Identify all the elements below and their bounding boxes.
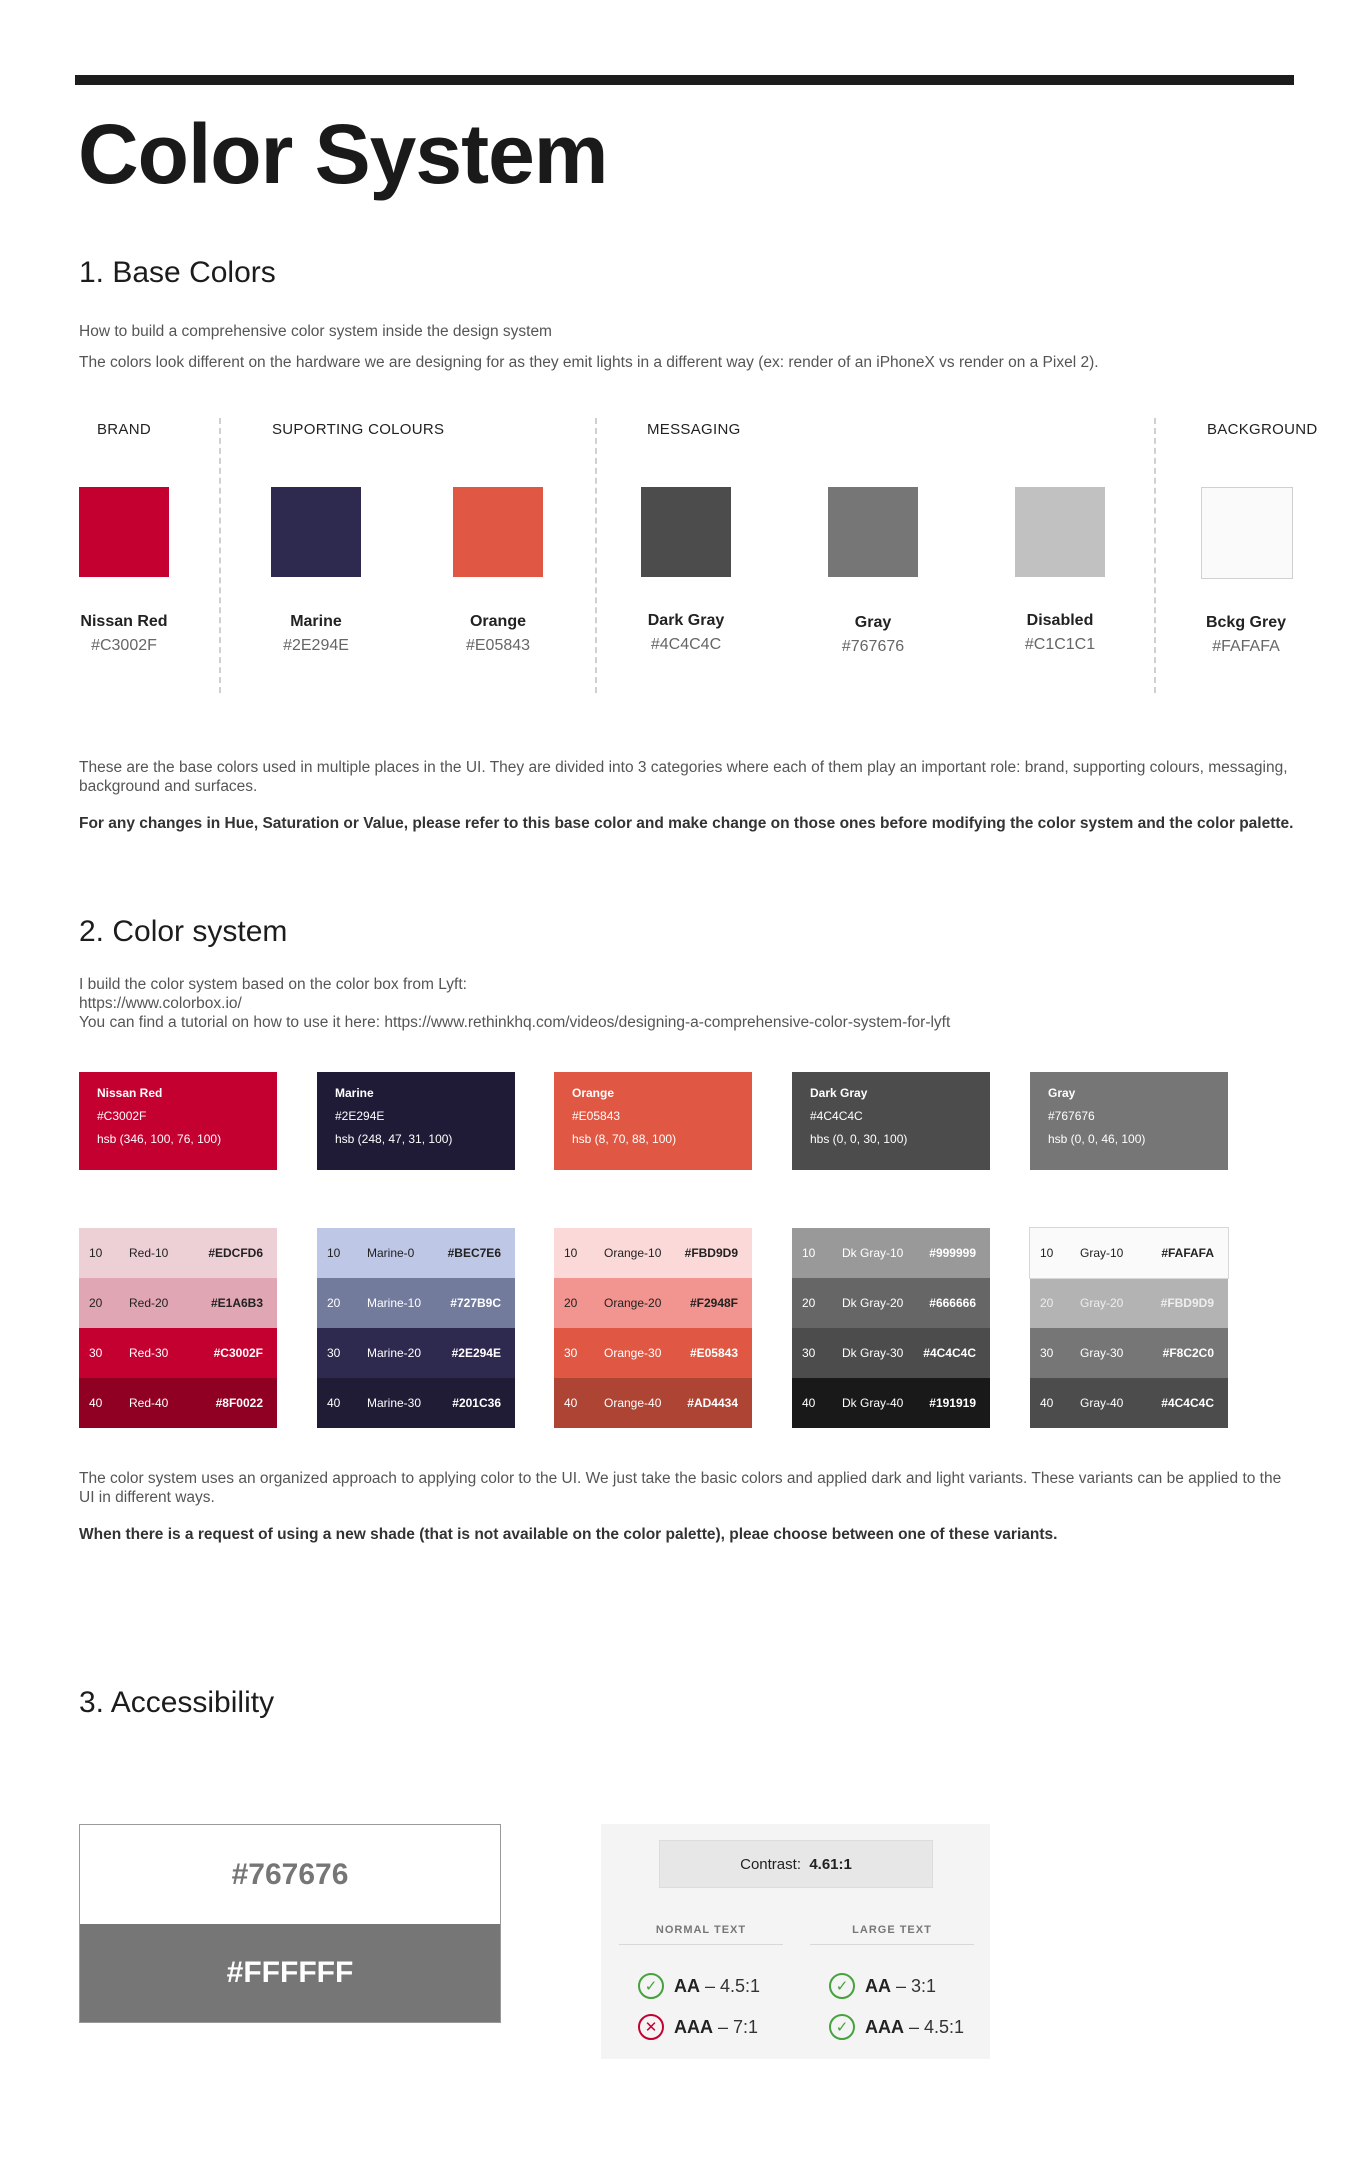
check-circle-icon: ✓ — [829, 2014, 855, 2040]
shade-label: Gray-40 — [1080, 1396, 1124, 1410]
shade-hex: #FBD9D9 — [684, 1246, 738, 1260]
background-sample: #FFFFFF — [80, 1924, 500, 2022]
shade-hex: #E05843 — [689, 1346, 738, 1360]
shade-number: 30 — [327, 1346, 341, 1360]
swatch-hex: #C1C1C1 — [1024, 636, 1096, 653]
result-ratio: – 4.5:1 — [904, 2016, 965, 2037]
foreground-sample: #767676 — [80, 1825, 500, 1924]
card-name: Dark Gray — [810, 1086, 868, 1100]
swatch-name: Orange — [469, 613, 526, 630]
palette-shade-row — [554, 1278, 752, 1328]
shade-hex: #666666 — [929, 1296, 976, 1310]
shade-number: 20 — [564, 1296, 578, 1310]
card-hsb: hsb (0, 0, 46, 100) — [1048, 1132, 1146, 1146]
base-colors-intro-1: How to build a comprehensive color system inside the design system — [79, 323, 552, 340]
shade-number: 10 — [564, 1246, 578, 1260]
shade-hex: #C3002F — [213, 1346, 263, 1360]
section-heading-base-colors: 1. Base Colors — [79, 256, 276, 289]
swatch-name: Marine — [290, 613, 342, 630]
swatch-name: Bckg Grey — [1205, 614, 1287, 631]
contrast-value: 4.61:1 — [809, 1855, 852, 1873]
color-swatch — [271, 487, 361, 577]
large-text-header: LARGE TEXT — [810, 1924, 974, 1945]
shade-hex: #4C4C4C — [923, 1346, 976, 1360]
color-swatch — [453, 487, 543, 577]
shade-label: Gray-30 — [1080, 1346, 1124, 1360]
palette-column — [1030, 1228, 1228, 1428]
swatch-name: Dark Gray — [647, 612, 725, 629]
shade-number: 40 — [1040, 1396, 1054, 1410]
palette-column — [79, 1228, 277, 1428]
card-hsb: hsb (8, 70, 88, 100) — [572, 1132, 677, 1146]
palette-column — [792, 1228, 990, 1428]
result-level: AA — [674, 1975, 700, 1996]
contrast-result — [638, 2014, 758, 2040]
color-swatch — [1201, 487, 1293, 579]
shade-number: 10 — [327, 1246, 341, 1260]
shade-label: Red-20 — [129, 1296, 169, 1310]
swatch-hex: #2E294E — [283, 637, 349, 654]
color-system-intro-1: I build the color system based on the color box from Lyft: — [79, 976, 467, 993]
palette-shade-row — [1030, 1328, 1228, 1378]
category-divider — [1154, 418, 1156, 693]
shade-hex: #F8C2C0 — [1162, 1346, 1214, 1360]
contrast-result — [829, 1973, 936, 1999]
shade-hex: #2E294E — [451, 1346, 501, 1360]
card-name: Marine — [335, 1086, 374, 1100]
shade-label: Marine-0 — [367, 1246, 415, 1260]
card-hex: #767676 — [1048, 1109, 1095, 1123]
color-system-intro-2: https://www.colorbox.io/ — [79, 995, 242, 1012]
swatch-name: Gray — [854, 614, 892, 631]
card-name: Nissan Red — [97, 1086, 163, 1100]
shade-hex: #E1A6B3 — [210, 1296, 263, 1310]
shade-number: 20 — [802, 1296, 816, 1310]
result-level: AA — [865, 1975, 891, 1996]
shade-number: 30 — [89, 1346, 103, 1360]
shade-hex: #727B9C — [450, 1296, 501, 1310]
shade-number: 10 — [802, 1246, 816, 1260]
shade-label: Dk Gray-40 — [842, 1396, 904, 1410]
palette-shade-row — [317, 1228, 515, 1278]
shade-number: 20 — [327, 1296, 341, 1310]
swatch-hex: #FAFAFA — [1212, 638, 1280, 655]
contrast-label: Contrast: — [740, 1855, 801, 1873]
page-title: Color System — [78, 107, 608, 201]
base-colors-note: These are the base colors used in multiple places in the UI. They are divided into 3 categories where each of them play an important role: brand, supporting colours, messaging, background and surfaces. — [79, 759, 1288, 795]
check-circle-icon: ✓ — [638, 1973, 664, 1999]
shade-label: Red-10 — [129, 1246, 169, 1260]
shade-label: Marine-30 — [367, 1396, 422, 1410]
palette-shade-row — [79, 1228, 277, 1278]
shade-number: 10 — [89, 1246, 103, 1260]
color-swatch — [1015, 487, 1105, 577]
color-system-note-bold: When there is a request of using a new shade (that is not available on the color palette), pleae choose between one of these variants. — [79, 1526, 1058, 1543]
card-name: Orange — [572, 1086, 615, 1100]
contrast-ratio-pill — [659, 1840, 933, 1888]
result-ratio: – 7:1 — [713, 2016, 759, 2037]
color-swatch — [641, 487, 731, 577]
palette-column — [317, 1228, 515, 1428]
shade-hex: #999999 — [929, 1246, 976, 1260]
card-hex: #E05843 — [572, 1109, 621, 1123]
category-divider — [219, 418, 221, 693]
base-colors-note-bold: For any changes in Hue, Saturation or Value, please refer to this base color and make change on those ones before modifying the color system and the color palette. — [79, 815, 1294, 832]
palette-shade-row — [79, 1378, 277, 1428]
shade-hex: #AD4434 — [687, 1396, 738, 1410]
swatch-hex: #C3002F — [91, 637, 157, 654]
shade-hex: #191919 — [929, 1396, 976, 1410]
shade-number: 10 — [1040, 1246, 1054, 1260]
palette-shade-row — [79, 1328, 277, 1378]
palette-shade-row — [792, 1278, 990, 1328]
shade-label: Marine-10 — [367, 1296, 422, 1310]
swatch-name: Disabled — [1026, 612, 1094, 629]
shade-label: Dk Gray-10 — [842, 1246, 904, 1260]
color-swatch — [828, 487, 918, 577]
card-hex: #C3002F — [97, 1109, 147, 1123]
shade-hex: #4C4C4C — [1161, 1396, 1214, 1410]
palette-shade-row — [554, 1378, 752, 1428]
result-ratio: – 4.5:1 — [700, 1975, 761, 1996]
card-name: Gray — [1048, 1086, 1076, 1100]
color-card — [792, 1072, 990, 1170]
shade-label: Red-40 — [129, 1396, 169, 1410]
color-card — [79, 1072, 277, 1170]
shade-hex: #8F0022 — [215, 1396, 263, 1410]
palette-shade-row — [792, 1328, 990, 1378]
shade-label: Orange-10 — [604, 1246, 662, 1260]
shade-number: 40 — [89, 1396, 103, 1410]
shade-hex: #FBD9D9 — [1160, 1296, 1214, 1310]
shade-hex: #FAFAFA — [1161, 1246, 1214, 1260]
shade-label: Gray-10 — [1080, 1246, 1124, 1260]
top-rule — [75, 75, 1294, 85]
palette-shade-row — [1030, 1278, 1228, 1328]
shade-label: Dk Gray-20 — [842, 1296, 904, 1310]
palette-shade-row — [317, 1278, 515, 1328]
palette-shade-row — [317, 1328, 515, 1378]
palette-shade-row — [554, 1328, 752, 1378]
palette-shade-row — [1030, 1378, 1228, 1428]
palette-shade-row — [1030, 1228, 1228, 1278]
section-heading-color-system: 2. Color system — [79, 915, 288, 948]
palette-shade-row — [554, 1228, 752, 1278]
result-level: AAA — [865, 2016, 904, 2037]
shade-label: Orange-40 — [604, 1396, 662, 1410]
base-colors-intro-2: The colors look different on the hardware we are designing for as they emit lights in a different way (ex: render of an iPhoneX vs render on a Pixel 2). — [79, 354, 1099, 371]
shade-label: Dk Gray-30 — [842, 1346, 904, 1360]
swatch-name: Nissan Red — [80, 613, 168, 630]
contrast-result — [829, 2014, 964, 2040]
swatch-hex: #767676 — [841, 638, 905, 655]
palette-column — [554, 1228, 752, 1428]
palette-shade-row — [79, 1278, 277, 1328]
color-system-note: The color system uses an organized approach to applying color to the UI. We just take the basic colors and applied dark and light variants. These variants can be applied to the UI in different ways. — [79, 1470, 1282, 1506]
color-card — [1030, 1072, 1228, 1170]
shade-hex: #EDCFD6 — [208, 1246, 263, 1260]
shade-label: Orange-20 — [604, 1296, 662, 1310]
shade-number: 40 — [564, 1396, 578, 1410]
palette-shade-row — [792, 1378, 990, 1428]
shade-number: 30 — [1040, 1346, 1054, 1360]
card-hsb: hbs (0, 0, 30, 100) — [810, 1132, 908, 1146]
shade-number: 30 — [802, 1346, 816, 1360]
palette-shade-row — [317, 1378, 515, 1428]
check-circle-icon: ✓ — [829, 1973, 855, 1999]
section-heading-accessibility: 3. Accessibility — [79, 1686, 275, 1719]
x-circle-icon: ✕ — [638, 2014, 664, 2040]
category-supporting: SUPORTING COLOURS — [272, 421, 445, 438]
shade-hex: #F2948F — [689, 1296, 738, 1310]
card-hex: #4C4C4C — [810, 1109, 863, 1123]
category-messaging: MESSAGING — [647, 421, 741, 438]
shade-number: 40 — [802, 1396, 816, 1410]
swatch-hex: #4C4C4C — [650, 636, 722, 653]
color-card — [554, 1072, 752, 1170]
shade-number: 20 — [1040, 1296, 1054, 1310]
card-hsb: hsb (346, 100, 76, 100) — [97, 1132, 222, 1146]
shade-label: Marine-20 — [367, 1346, 422, 1360]
category-divider — [595, 418, 597, 693]
shade-number: 20 — [89, 1296, 103, 1310]
card-hsb: hsb (248, 47, 31, 100) — [335, 1132, 453, 1146]
shade-hex: #201C36 — [452, 1396, 501, 1410]
contrast-preview — [79, 1824, 501, 2023]
shade-label: Red-30 — [129, 1346, 169, 1360]
shade-label: Orange-30 — [604, 1346, 662, 1360]
category-brand: BRAND — [97, 421, 152, 438]
shade-number: 40 — [327, 1396, 341, 1410]
category-background: BACKGROUND — [1207, 421, 1318, 438]
result-ratio: – 3:1 — [891, 1975, 937, 1996]
contrast-result — [638, 1973, 760, 1999]
shade-hex: #BEC7E6 — [447, 1246, 501, 1260]
color-swatch — [79, 487, 169, 577]
shade-label: Gray-20 — [1080, 1296, 1124, 1310]
swatch-hex: #E05843 — [465, 637, 531, 654]
color-card — [317, 1072, 515, 1170]
palette-shade-row — [792, 1228, 990, 1278]
normal-text-header: NORMAL TEXT — [619, 1924, 783, 1945]
color-system-intro-3: You can find a tutorial on how to use it here: https://www.rethinkhq.com/videos/designing-a-comprehensive-color-system-for-lyft — [79, 1014, 951, 1031]
shade-number: 30 — [564, 1346, 578, 1360]
card-hex: #2E294E — [335, 1109, 385, 1123]
result-level: AAA — [674, 2016, 713, 2037]
